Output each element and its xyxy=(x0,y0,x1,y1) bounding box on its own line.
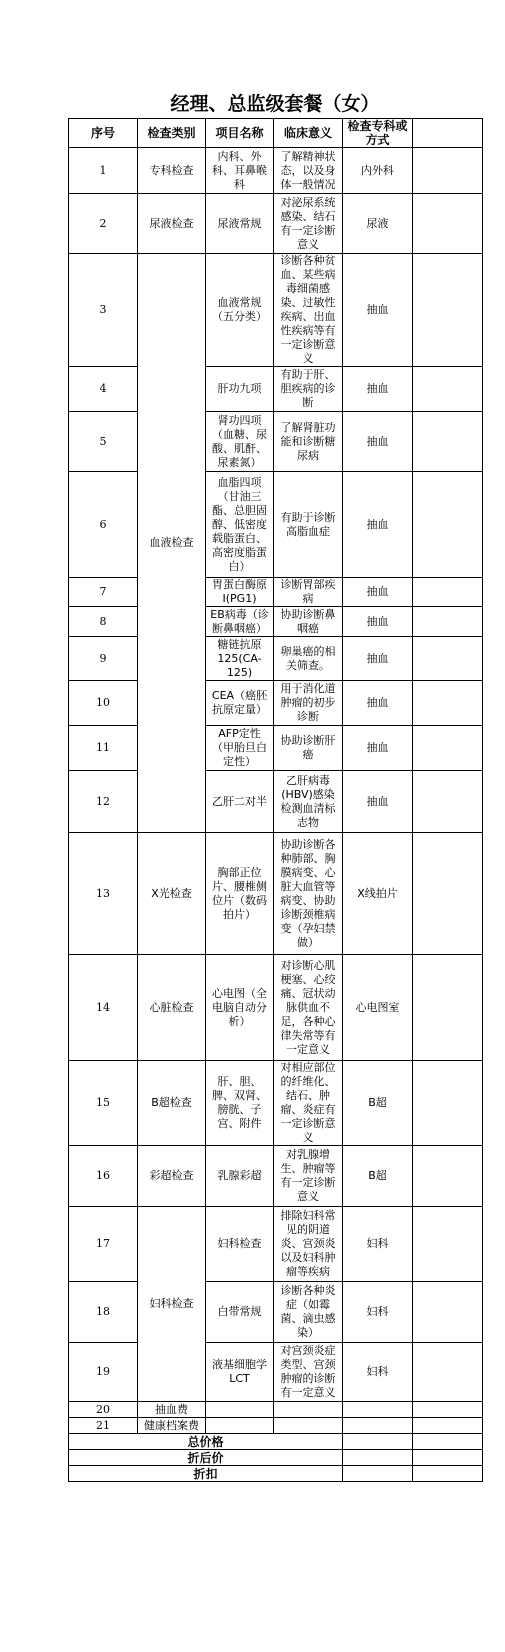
table-row xyxy=(69,578,483,607)
row-num: 8 xyxy=(69,607,138,637)
row-meaning: 对乳腺增生、肿瘤等有一定诊断意义 xyxy=(274,1146,343,1207)
row-meaning: 了解精神状态，以及身体一般情况 xyxy=(274,148,343,194)
row-item: 肝、胆、脾、双肾、膀胱、子宫、附件 xyxy=(206,1061,274,1146)
row-meaning: 协助诊断鼻咽癌 xyxy=(274,607,343,637)
table-row xyxy=(69,637,483,681)
header-method: 检查专科或方式 xyxy=(343,119,413,148)
total-price-value xyxy=(343,1434,413,1450)
row-item: EB病毒（诊断鼻咽癌） xyxy=(206,607,274,637)
discount-row xyxy=(69,1466,483,1482)
page-title: 经理、总监级套餐（女） xyxy=(170,93,380,115)
row-item: 血液常规（五分类） xyxy=(206,254,274,367)
row-method: X线拍片 xyxy=(343,833,413,955)
header-category: 检查类别 xyxy=(138,119,206,148)
row-meaning: 有助于诊断高脂血症 xyxy=(274,472,343,578)
row-num: 13 xyxy=(69,833,138,955)
row-method: 抽血 xyxy=(343,607,413,637)
row-item: 尿液常规 xyxy=(206,194,274,254)
table-row xyxy=(69,955,483,1061)
row-method xyxy=(343,1402,413,1418)
row-method: B超 xyxy=(343,1146,413,1207)
header-row xyxy=(69,119,483,148)
row-num: 5 xyxy=(69,412,138,472)
table-row xyxy=(69,148,483,194)
row-item xyxy=(206,1402,274,1418)
row-method: 抽血 xyxy=(343,578,413,607)
row-item xyxy=(206,1418,274,1434)
row-item: 白带常规 xyxy=(206,1282,274,1343)
table-row xyxy=(69,726,483,771)
row-item: 血脂四项（甘油三酯、总胆固醇、低密度载脂蛋白、高密度脂蛋白） xyxy=(206,472,274,578)
row-meaning: 对宫颈炎症类型、宫颈肿瘤的诊断有一定意义 xyxy=(274,1343,343,1402)
row-category: B超检查 xyxy=(138,1061,206,1146)
row-meaning: 诊断胃部疾病 xyxy=(274,578,343,607)
row-method: 抽血 xyxy=(343,472,413,578)
row-meaning: 诊断各种贫血、某些病毒细菌感染、过敏性疾病、出血性疾病等有一定诊断意义 xyxy=(274,254,343,367)
row-meaning: 用于消化道肿瘤的初步诊断 xyxy=(274,681,343,726)
header-extra xyxy=(413,119,483,148)
row-num: 18 xyxy=(69,1282,138,1343)
row-num: 16 xyxy=(69,1146,138,1207)
row-category: X光检查 xyxy=(138,833,206,955)
row-num: 14 xyxy=(69,955,138,1061)
row-extra xyxy=(413,833,483,955)
table-row xyxy=(69,1418,483,1434)
table-row xyxy=(69,833,483,955)
row-extra xyxy=(413,681,483,726)
row-extra xyxy=(413,771,483,833)
discounted-row xyxy=(69,1450,483,1466)
table-row xyxy=(69,367,483,412)
table-row xyxy=(69,194,483,254)
total-row xyxy=(69,1434,483,1450)
row-category: 抽血费 xyxy=(138,1402,206,1418)
table-row xyxy=(69,1402,483,1418)
total-price-extra xyxy=(413,1434,483,1450)
row-method: 抽血 xyxy=(343,681,413,726)
row-extra xyxy=(413,472,483,578)
row-meaning: 对相应部位的纤维化、结石、肿瘤、炎症有一定诊断意义 xyxy=(274,1061,343,1146)
row-category: 健康档案费 xyxy=(138,1418,206,1434)
row-item: CEA（癌胚抗原定量） xyxy=(206,681,274,726)
row-method: 抽血 xyxy=(343,367,413,412)
discounted-price-extra xyxy=(413,1450,483,1466)
table-row xyxy=(69,1146,483,1207)
row-meaning: 对泌尿系统感染、结石有一定诊断意义 xyxy=(274,194,343,254)
row-extra xyxy=(413,1343,483,1402)
row-method: 妇科 xyxy=(343,1343,413,1402)
row-meaning: 排除妇科常见的阴道炎、宫颈炎以及妇科肿瘤等疾病 xyxy=(274,1207,343,1282)
row-method: 尿液 xyxy=(343,194,413,254)
row-extra xyxy=(413,955,483,1061)
table-row xyxy=(69,1343,483,1402)
discount-value xyxy=(343,1466,413,1482)
discount-extra xyxy=(413,1466,483,1482)
row-meaning xyxy=(274,1418,343,1434)
row-num: 3 xyxy=(69,254,138,367)
header-meaning: 临床意义 xyxy=(274,119,343,148)
row-method xyxy=(343,1418,413,1434)
total-price-label: 总价格 xyxy=(69,1434,343,1450)
discounted-price-value xyxy=(343,1450,413,1466)
row-num: 7 xyxy=(69,578,138,607)
row-method: 抽血 xyxy=(343,771,413,833)
row-meaning: 了解肾脏功能和诊断糖尿病 xyxy=(274,412,343,472)
row-extra xyxy=(413,194,483,254)
row-extra xyxy=(413,1282,483,1343)
row-extra xyxy=(413,1418,483,1434)
table-row xyxy=(69,1282,483,1343)
table-row xyxy=(69,1061,483,1146)
row-meaning xyxy=(274,1402,343,1418)
row-extra xyxy=(413,1402,483,1418)
row-item: 心电图（全电脑自动分析） xyxy=(206,955,274,1061)
row-extra xyxy=(413,578,483,607)
row-meaning: 诊断各种炎症（如霉菌、滴虫感染） xyxy=(274,1282,343,1343)
row-num: 20 xyxy=(69,1402,138,1418)
discounted-price-label: 折后价 xyxy=(69,1450,343,1466)
row-method: 抽血 xyxy=(343,254,413,367)
table-row xyxy=(69,771,483,833)
row-item: 胸部正位片、腰椎侧位片（数码拍片） xyxy=(206,833,274,955)
row-item: 乙肝二对半 xyxy=(206,771,274,833)
row-extra xyxy=(413,726,483,771)
row-meaning: 有助于肝、胆疾病的诊断 xyxy=(274,367,343,412)
row-extra xyxy=(413,412,483,472)
row-extra xyxy=(413,1146,483,1207)
row-extra xyxy=(413,254,483,367)
row-extra xyxy=(413,1061,483,1146)
row-method: 妇科 xyxy=(343,1282,413,1343)
table-row xyxy=(69,472,483,578)
row-meaning: 卵巢癌的相关筛查。 xyxy=(274,637,343,681)
checkup-table xyxy=(68,118,483,1482)
header-item: 项目名称 xyxy=(206,119,274,148)
row-extra xyxy=(413,1207,483,1282)
row-num: 11 xyxy=(69,726,138,771)
row-extra xyxy=(413,637,483,681)
row-meaning: 乙肝病毒(HBV)感染检测血清标志物 xyxy=(274,771,343,833)
row-item: 糖链抗原125(CA-125) xyxy=(206,637,274,681)
row-category: 血液检查 xyxy=(138,254,206,833)
row-method: 抽血 xyxy=(343,726,413,771)
table-row xyxy=(69,254,483,367)
row-extra xyxy=(413,607,483,637)
row-num: 12 xyxy=(69,771,138,833)
table-row xyxy=(69,607,483,637)
row-method: 妇科 xyxy=(343,1207,413,1282)
row-item: 胃蛋白酶原Ⅰ(PG1) xyxy=(206,578,274,607)
row-category: 心脏检查 xyxy=(138,955,206,1061)
row-item: 乳腺彩超 xyxy=(206,1146,274,1207)
row-num: 4 xyxy=(69,367,138,412)
row-num: 9 xyxy=(69,637,138,681)
row-extra xyxy=(413,367,483,412)
row-item: 肾功四项（血糖、尿酸、肌酐、尿素氮） xyxy=(206,412,274,472)
discount-label: 折扣 xyxy=(69,1466,343,1482)
row-category: 尿液检查 xyxy=(138,194,206,254)
row-meaning: 协助诊断肝癌 xyxy=(274,726,343,771)
row-category: 专科检查 xyxy=(138,148,206,194)
row-meaning: 协助诊断各种肺部、胸膜病变、心脏大血管等病变、协助诊断颈椎病变（孕妇禁做） xyxy=(274,833,343,955)
header-num: 序号 xyxy=(69,119,138,148)
row-category: 彩超检查 xyxy=(138,1146,206,1207)
row-num: 1 xyxy=(69,148,138,194)
row-meaning: 对诊断心肌梗塞、心绞痛、冠状动脉供血不足，各种心律失常等有一定意义 xyxy=(274,955,343,1061)
row-item: 妇科检查 xyxy=(206,1207,274,1282)
row-category: 妇科检查 xyxy=(138,1207,206,1402)
row-num: 10 xyxy=(69,681,138,726)
row-num: 6 xyxy=(69,472,138,578)
row-item: 液基细胞学LCT xyxy=(206,1343,274,1402)
table-row xyxy=(69,681,483,726)
row-method: 抽血 xyxy=(343,637,413,681)
row-extra xyxy=(413,148,483,194)
row-item: AFP定性（甲胎旦白定性） xyxy=(206,726,274,771)
row-num: 17 xyxy=(69,1207,138,1282)
row-item: 肝功九项 xyxy=(206,367,274,412)
row-num: 15 xyxy=(69,1061,138,1146)
row-method: B超 xyxy=(343,1061,413,1146)
row-method: 心电图室 xyxy=(343,955,413,1061)
table-row xyxy=(69,1207,483,1282)
row-item: 内科、外科、耳鼻喉科 xyxy=(206,148,274,194)
row-num: 19 xyxy=(69,1343,138,1402)
row-num: 2 xyxy=(69,194,138,254)
row-method: 抽血 xyxy=(343,412,413,472)
table-row xyxy=(69,412,483,472)
row-num: 21 xyxy=(69,1418,138,1434)
row-method: 内外科 xyxy=(343,148,413,194)
